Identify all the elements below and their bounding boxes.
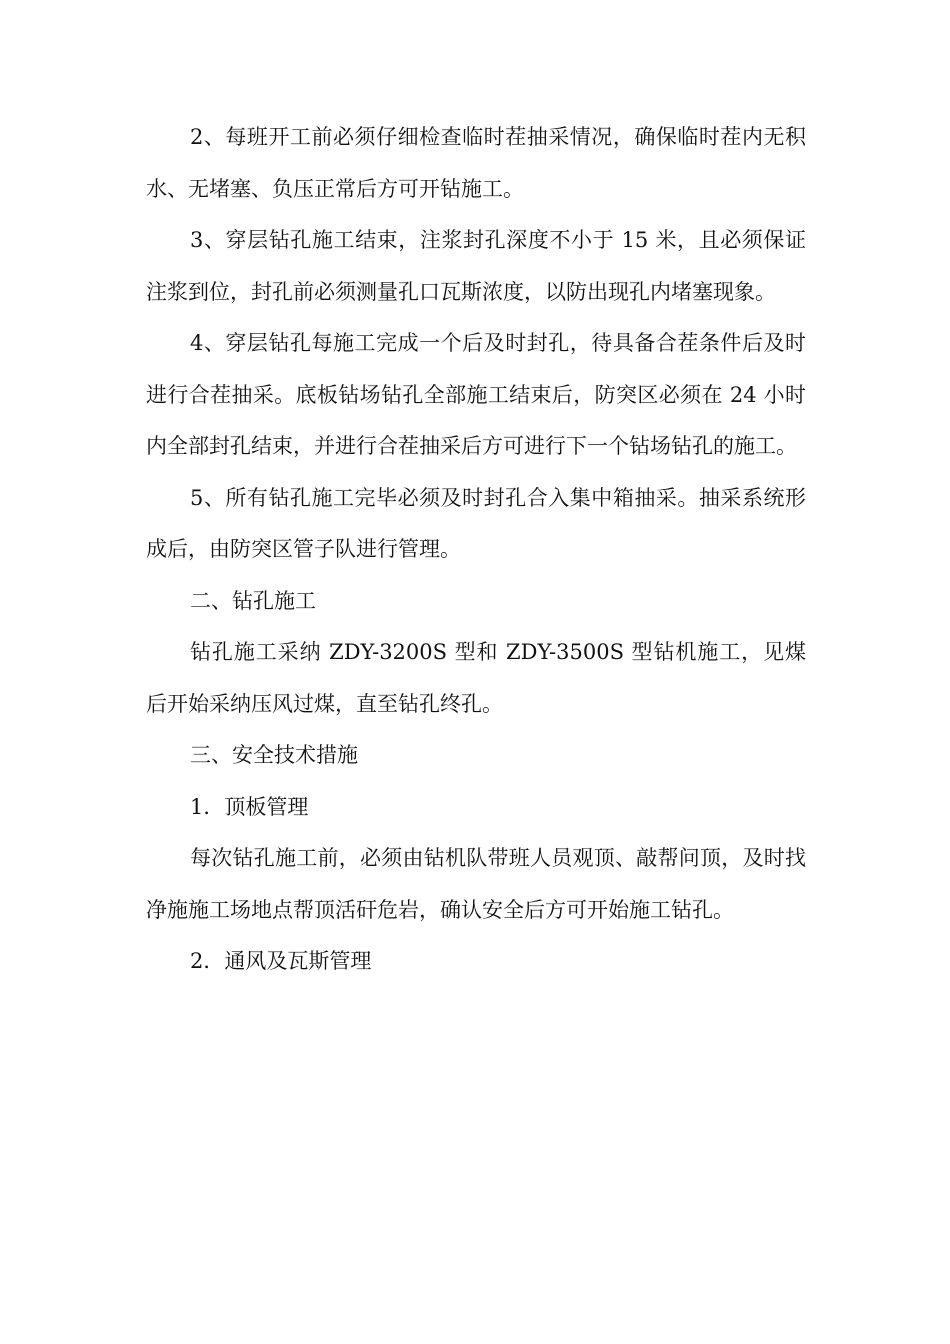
paragraph-grouting: 3、穿层钻孔施工结束，注浆封孔深度不小于 15 米，且必须保证注浆到位，封孔前必须测量孔口瓦斯浓度，以防出现孔内堵塞现象。 [146,228,806,304]
paragraph-drainage-system: 5、所有钻孔施工完毕必须及时封孔合入集中箱抽采。抽采系统形成后，由防突区管子队进行管理。 [146,485,806,561]
document-body [146,112,806,988]
paragraph-drill-rigs: 钻孔施工采纳 ZDY-3200S 型和 ZDY-3500S 型钻机施工，见煤后开始采纳压风过煤，直至钻孔终孔。 [146,640,806,716]
subheading-roof-management: 1．顶板管理 [190,794,309,819]
paragraph-inspection: 2、每班开工前必须仔细检查临时茬抽采情况，确保临时茬内无积水、无堵塞、负压正常后方可开钻施工。 [146,125,806,201]
section-heading-drilling: 二、钻孔施工 [190,588,316,613]
section-heading-safety: 三、安全技术措施 [190,743,358,767]
subheading-ventilation-gas: 2．通风及瓦斯管理 [190,949,372,973]
paragraph-sealing: 4、穿层钻孔每施工完成一个后及时封孔，待具备合茬条件后及时进行合茬抽采。底板钻场钻孔全部施工结束后，防突区必须在 24 小时内全部封孔结束，并进行合茬抽采后方可进行下一个钻场钻孔的施工。 [146,331,806,458]
paragraph-roof-check: 每次钻孔施工前，必须由钻机队带班人员观顶、敲帮问顶，及时找净施施工场地点帮顶活矸危岩，确认安全后方可开始施工钻孔。 [146,846,806,922]
